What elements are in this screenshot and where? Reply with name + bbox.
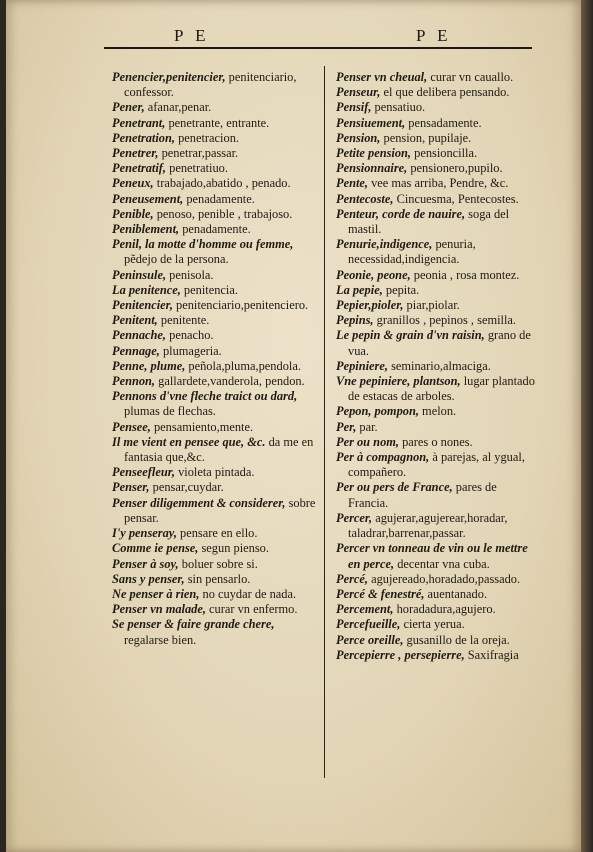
dictionary-entry: [336, 192, 536, 207]
entry-definition: segun pienso.: [198, 541, 269, 556]
dictionary-entry: [336, 374, 536, 404]
entry-definition: peñola,pluma,pendola.: [185, 358, 301, 373]
entry-headword: Penurie,indigence,: [336, 237, 433, 252]
dictionary-entry: [112, 161, 318, 176]
running-head-left: P E: [174, 26, 210, 45]
entry-definition: penetrante, entrante.: [165, 115, 270, 130]
entry-definition: penadamente.: [179, 222, 251, 237]
dictionary-entry: [112, 222, 318, 237]
entry-definition: pares o nones.: [399, 434, 473, 449]
entry-definition: penitente.: [157, 313, 210, 328]
dictionary-entry: [336, 572, 536, 587]
dictionary-entry: [112, 572, 318, 587]
dictionary-entry: [112, 374, 318, 389]
entry-definition: penisola.: [166, 267, 214, 282]
entry-headword: Pension,: [336, 130, 381, 145]
dictionary-entry: [336, 100, 536, 115]
entry-definition: plumageria.: [159, 343, 222, 358]
dictionary-entry: [336, 85, 536, 100]
running-head-right: P E: [416, 26, 452, 45]
dictionary-entry: [336, 511, 536, 541]
dictionary-entry: [336, 328, 536, 358]
entry-definition: penitencia.: [180, 282, 238, 297]
entry-headword: Percé & fenestré,: [336, 586, 425, 601]
entry-headword: Penser à soy,: [112, 556, 179, 571]
entry-headword: Penseur,: [336, 85, 381, 100]
entry-headword: Percer vn tonneau de vin ou le mettre en perce,: [336, 541, 528, 571]
entry-definition: penitenciario, confessor.: [124, 70, 297, 100]
entry-headword: Peniblement,: [112, 222, 180, 237]
dictionary-entry: [112, 541, 318, 556]
dictionary-entry: [336, 313, 536, 328]
entry-headword: I'y penseray,: [112, 526, 177, 541]
entry-definition: no cuydar de nada.: [199, 586, 297, 601]
entry-headword: Penil, la motte d'homme ou femme,: [112, 237, 294, 252]
dictionary-entry: [112, 602, 318, 617]
page-edge-shadow: [581, 0, 593, 852]
entry-definition: grano de vua.: [348, 328, 531, 358]
entry-definition: Cincuesma, Pentecostes.: [393, 191, 519, 206]
entry-definition: granillos , pepinos , semilla.: [373, 313, 517, 328]
entry-headword: Pensionnaire,: [336, 161, 408, 176]
dictionary-entry: [336, 176, 536, 191]
entry-definition: violeta pintada.: [174, 465, 255, 480]
entry-definition: curar vn cauallo.: [427, 70, 514, 84]
entry-definition: trabajado,abatido , penado.: [153, 176, 291, 191]
dictionary-entry: [336, 207, 536, 237]
entry-headword: Pepiniere,: [336, 358, 388, 373]
entry-definition: vee mas arriba, Pendre, &c.: [368, 176, 509, 191]
entry-definition: pensionero,pupilo.: [407, 161, 503, 176]
dictionary-entry: [112, 176, 318, 191]
entry-headword: Penser vn cheual,: [336, 70, 428, 84]
left-column: [112, 70, 318, 648]
entry-definition: penetratiuo.: [166, 161, 228, 176]
dictionary-entry: [112, 359, 318, 374]
dictionary-entry: [336, 131, 536, 146]
header-rule: [104, 47, 532, 49]
dictionary-entry: [112, 146, 318, 161]
entry-definition: pensadamente.: [405, 115, 482, 130]
dictionary-entry: [112, 283, 318, 298]
dictionary-entry: [112, 100, 318, 115]
entry-headword: Percé,: [336, 571, 368, 586]
entry-headword: Pepier,pioler,: [336, 298, 404, 313]
entry-headword: Vne pepiniere, plantson,: [336, 374, 461, 389]
dictionary-entry: [112, 70, 318, 100]
entry-headword: Sans y penser,: [112, 571, 185, 586]
entry-headword: Per ou pers de France,: [336, 480, 453, 495]
entry-headword: Perce oreille,: [336, 632, 404, 647]
dictionary-entry: [112, 557, 318, 572]
dictionary-entry: [112, 298, 318, 313]
dictionary-entry: [336, 298, 536, 313]
entry-headword: Penser diligemment & considerer,: [112, 495, 286, 510]
entry-headword: Penser vn malade,: [112, 602, 206, 617]
dictionary-entry: [112, 116, 318, 131]
entry-definition: seminario,almaciga.: [387, 358, 491, 373]
entry-definition: soga del mastil.: [348, 206, 510, 237]
entry-definition: sobre pensar.: [124, 495, 316, 525]
entry-headword: Pepins,: [336, 313, 374, 328]
entry-headword: Percefueille,: [336, 617, 401, 632]
entry-headword: Il me vient en pensee que, &c.: [112, 434, 266, 449]
dictionary-entry: [112, 207, 318, 222]
dictionary-entry: [112, 420, 318, 435]
entry-definition: gallardete,vanderola, pendon.: [155, 374, 305, 389]
entry-headword: Pensiuement,: [336, 115, 406, 130]
entry-definition: pares de Francia.: [348, 480, 497, 510]
dictionary-entry: [112, 131, 318, 146]
entry-headword: Penseefleur,: [112, 465, 175, 480]
dictionary-entry: [112, 389, 318, 419]
entry-definition: penacho.: [166, 328, 214, 343]
entry-headword: Pensif,: [336, 100, 372, 115]
dictionary-entry: [336, 146, 536, 161]
entry-definition: à parejas, al ygual, compañero.: [348, 450, 525, 480]
dictionary-entry: [112, 237, 318, 267]
entry-headword: Penitent,: [112, 313, 158, 328]
entry-headword: Penible,: [112, 206, 154, 221]
dictionary-entry: [336, 283, 536, 298]
dictionary-entry: [336, 359, 536, 374]
entry-headword: La pepie,: [336, 282, 383, 297]
dictionary-entry: [336, 404, 536, 419]
entry-headword: Pennache,: [112, 328, 167, 343]
entry-headword: Petite pension,: [336, 146, 412, 161]
entry-headword: Pente,: [336, 176, 368, 191]
entry-definition: agujerar,agujerear,horadar, taladrar,barrenar,passar.: [348, 510, 508, 541]
entry-definition: pensioncilla.: [411, 146, 478, 161]
entry-headword: Penteur, corde de nauire,: [336, 206, 466, 221]
dictionary-entry: [336, 648, 536, 663]
entry-definition: pepita.: [382, 282, 420, 297]
entry-headword: Pennons d'vne fleche traict ou dard,: [112, 389, 298, 404]
entry-definition: gusanillo de la oreja.: [403, 632, 510, 647]
entry-headword: Peninsule,: [112, 267, 167, 282]
entry-definition: penetracion.: [175, 130, 239, 145]
entry-headword: Peneusement,: [112, 191, 184, 206]
entry-headword: Pennage,: [112, 343, 160, 358]
entry-definition: da me en fantasia que,&c.: [124, 434, 314, 465]
entry-definition: auentanado.: [424, 586, 488, 601]
book-page: [6, 0, 582, 852]
entry-headword: Penser,: [112, 480, 150, 495]
entry-headword: Pepon, pompon,: [336, 404, 419, 419]
dictionary-entry: [112, 435, 318, 465]
dictionary-entry: [336, 435, 536, 450]
dictionary-entry: [112, 617, 318, 647]
entry-definition: sin pensarlo.: [184, 571, 251, 586]
entry-headword: Penetrant,: [112, 115, 166, 130]
dictionary-entry: [336, 480, 536, 510]
entry-headword: Pensee,: [112, 419, 151, 434]
dictionary-entry: [336, 450, 536, 480]
entry-headword: Comme ie pense,: [112, 541, 199, 556]
entry-definition: pensare en ello.: [176, 526, 258, 541]
entry-definition: boluer sobre si.: [178, 556, 258, 571]
entry-definition: lugar plantado de estacas de arboles.: [348, 374, 535, 404]
dictionary-entry: [336, 161, 536, 176]
entry-definition: agujereado,horadado,passado.: [368, 571, 521, 586]
entry-definition: penitenciario,penitenciero.: [172, 298, 309, 313]
entry-definition: pensatiuo.: [371, 100, 426, 115]
entry-headword: Penetration,: [112, 130, 175, 145]
entry-definition: penetrar,passar.: [158, 146, 239, 161]
entry-headword: Le pepin & grain d'vn raisin,: [336, 328, 485, 343]
dictionary-entry: [336, 420, 536, 435]
entry-definition: afanar,penar.: [144, 100, 212, 115]
dictionary-entry: [336, 602, 536, 617]
dictionary-entry: [336, 268, 536, 283]
entry-headword: Per à compagnon,: [336, 450, 430, 465]
dictionary-entry: [336, 633, 536, 648]
entry-definition: pẽdejo de la persona.: [124, 252, 229, 267]
entry-definition: cierta yerua.: [400, 617, 465, 632]
entry-definition: curar vn enfermo.: [205, 602, 298, 617]
entry-definition: horadadura,agujero.: [393, 602, 496, 617]
dictionary-entry: [112, 480, 318, 495]
entry-headword: Penetratif,: [112, 161, 167, 176]
dictionary-entry: [112, 192, 318, 207]
entry-headword: Penetrer,: [112, 146, 159, 161]
entry-definition: penadamente.: [183, 191, 255, 206]
entry-definition: Saxifragia: [464, 647, 519, 662]
entry-definition: pensamiento,mente.: [150, 419, 254, 434]
entry-definition: penoso, penible , trabajoso.: [153, 206, 293, 221]
entry-headword: Pennon,: [112, 374, 156, 389]
entry-headword: Per ou nom,: [336, 434, 399, 449]
entry-headword: Pentecoste,: [336, 191, 394, 206]
dictionary-entry: [336, 587, 536, 602]
dictionary-entry: [112, 526, 318, 541]
entry-definition: peonia , rosa montez.: [410, 267, 520, 282]
dictionary-entry: [112, 496, 318, 526]
entry-headword: Se penser & faire grande chere,: [112, 617, 275, 632]
column-divider: [324, 66, 325, 778]
entry-headword: Ne penser à rien,: [112, 586, 200, 601]
dictionary-entry: [112, 465, 318, 480]
entry-headword: Peonie, peone,: [336, 267, 411, 282]
entry-headword: Percer,: [336, 510, 373, 525]
entry-definition: el que delibera pensando.: [380, 85, 510, 100]
entry-definition: par.: [356, 419, 378, 434]
entry-definition: regalarse bien.: [124, 632, 197, 647]
dictionary-entry: [336, 541, 536, 571]
entry-headword: La penitence,: [112, 282, 181, 297]
dictionary-entry: [336, 116, 536, 131]
entry-headword: Penne, plume,: [112, 358, 186, 373]
entry-headword: Peneux,: [112, 176, 154, 191]
dictionary-entry: [112, 268, 318, 283]
dictionary-entry: [112, 313, 318, 328]
dictionary-entry: [336, 237, 536, 267]
entry-definition: pensar,cuydar.: [149, 480, 224, 495]
entry-headword: Per,: [336, 419, 357, 434]
entry-definition: decentar vna cuba.: [394, 556, 490, 571]
entry-definition: penuria, necessidad,indigencia.: [348, 237, 476, 267]
entry-definition: plumas de flechas.: [124, 404, 216, 419]
entry-headword: Penencier,penitencier,: [112, 70, 226, 84]
entry-headword: Percepierre , persepierre,: [336, 647, 465, 662]
dictionary-entry: [112, 328, 318, 343]
dictionary-entry: [112, 587, 318, 602]
dictionary-entry: [112, 344, 318, 359]
entry-definition: melon.: [418, 404, 457, 419]
right-column: [336, 70, 536, 663]
entry-definition: piar,piolar.: [403, 298, 460, 313]
entry-definition: pension, pupilaje.: [380, 130, 472, 145]
entry-headword: Percement,: [336, 602, 394, 617]
entry-headword: Penitencier,: [112, 298, 173, 313]
dictionary-entry: [336, 70, 536, 85]
entry-headword: Pener,: [112, 100, 145, 115]
dictionary-entry: [336, 617, 536, 632]
